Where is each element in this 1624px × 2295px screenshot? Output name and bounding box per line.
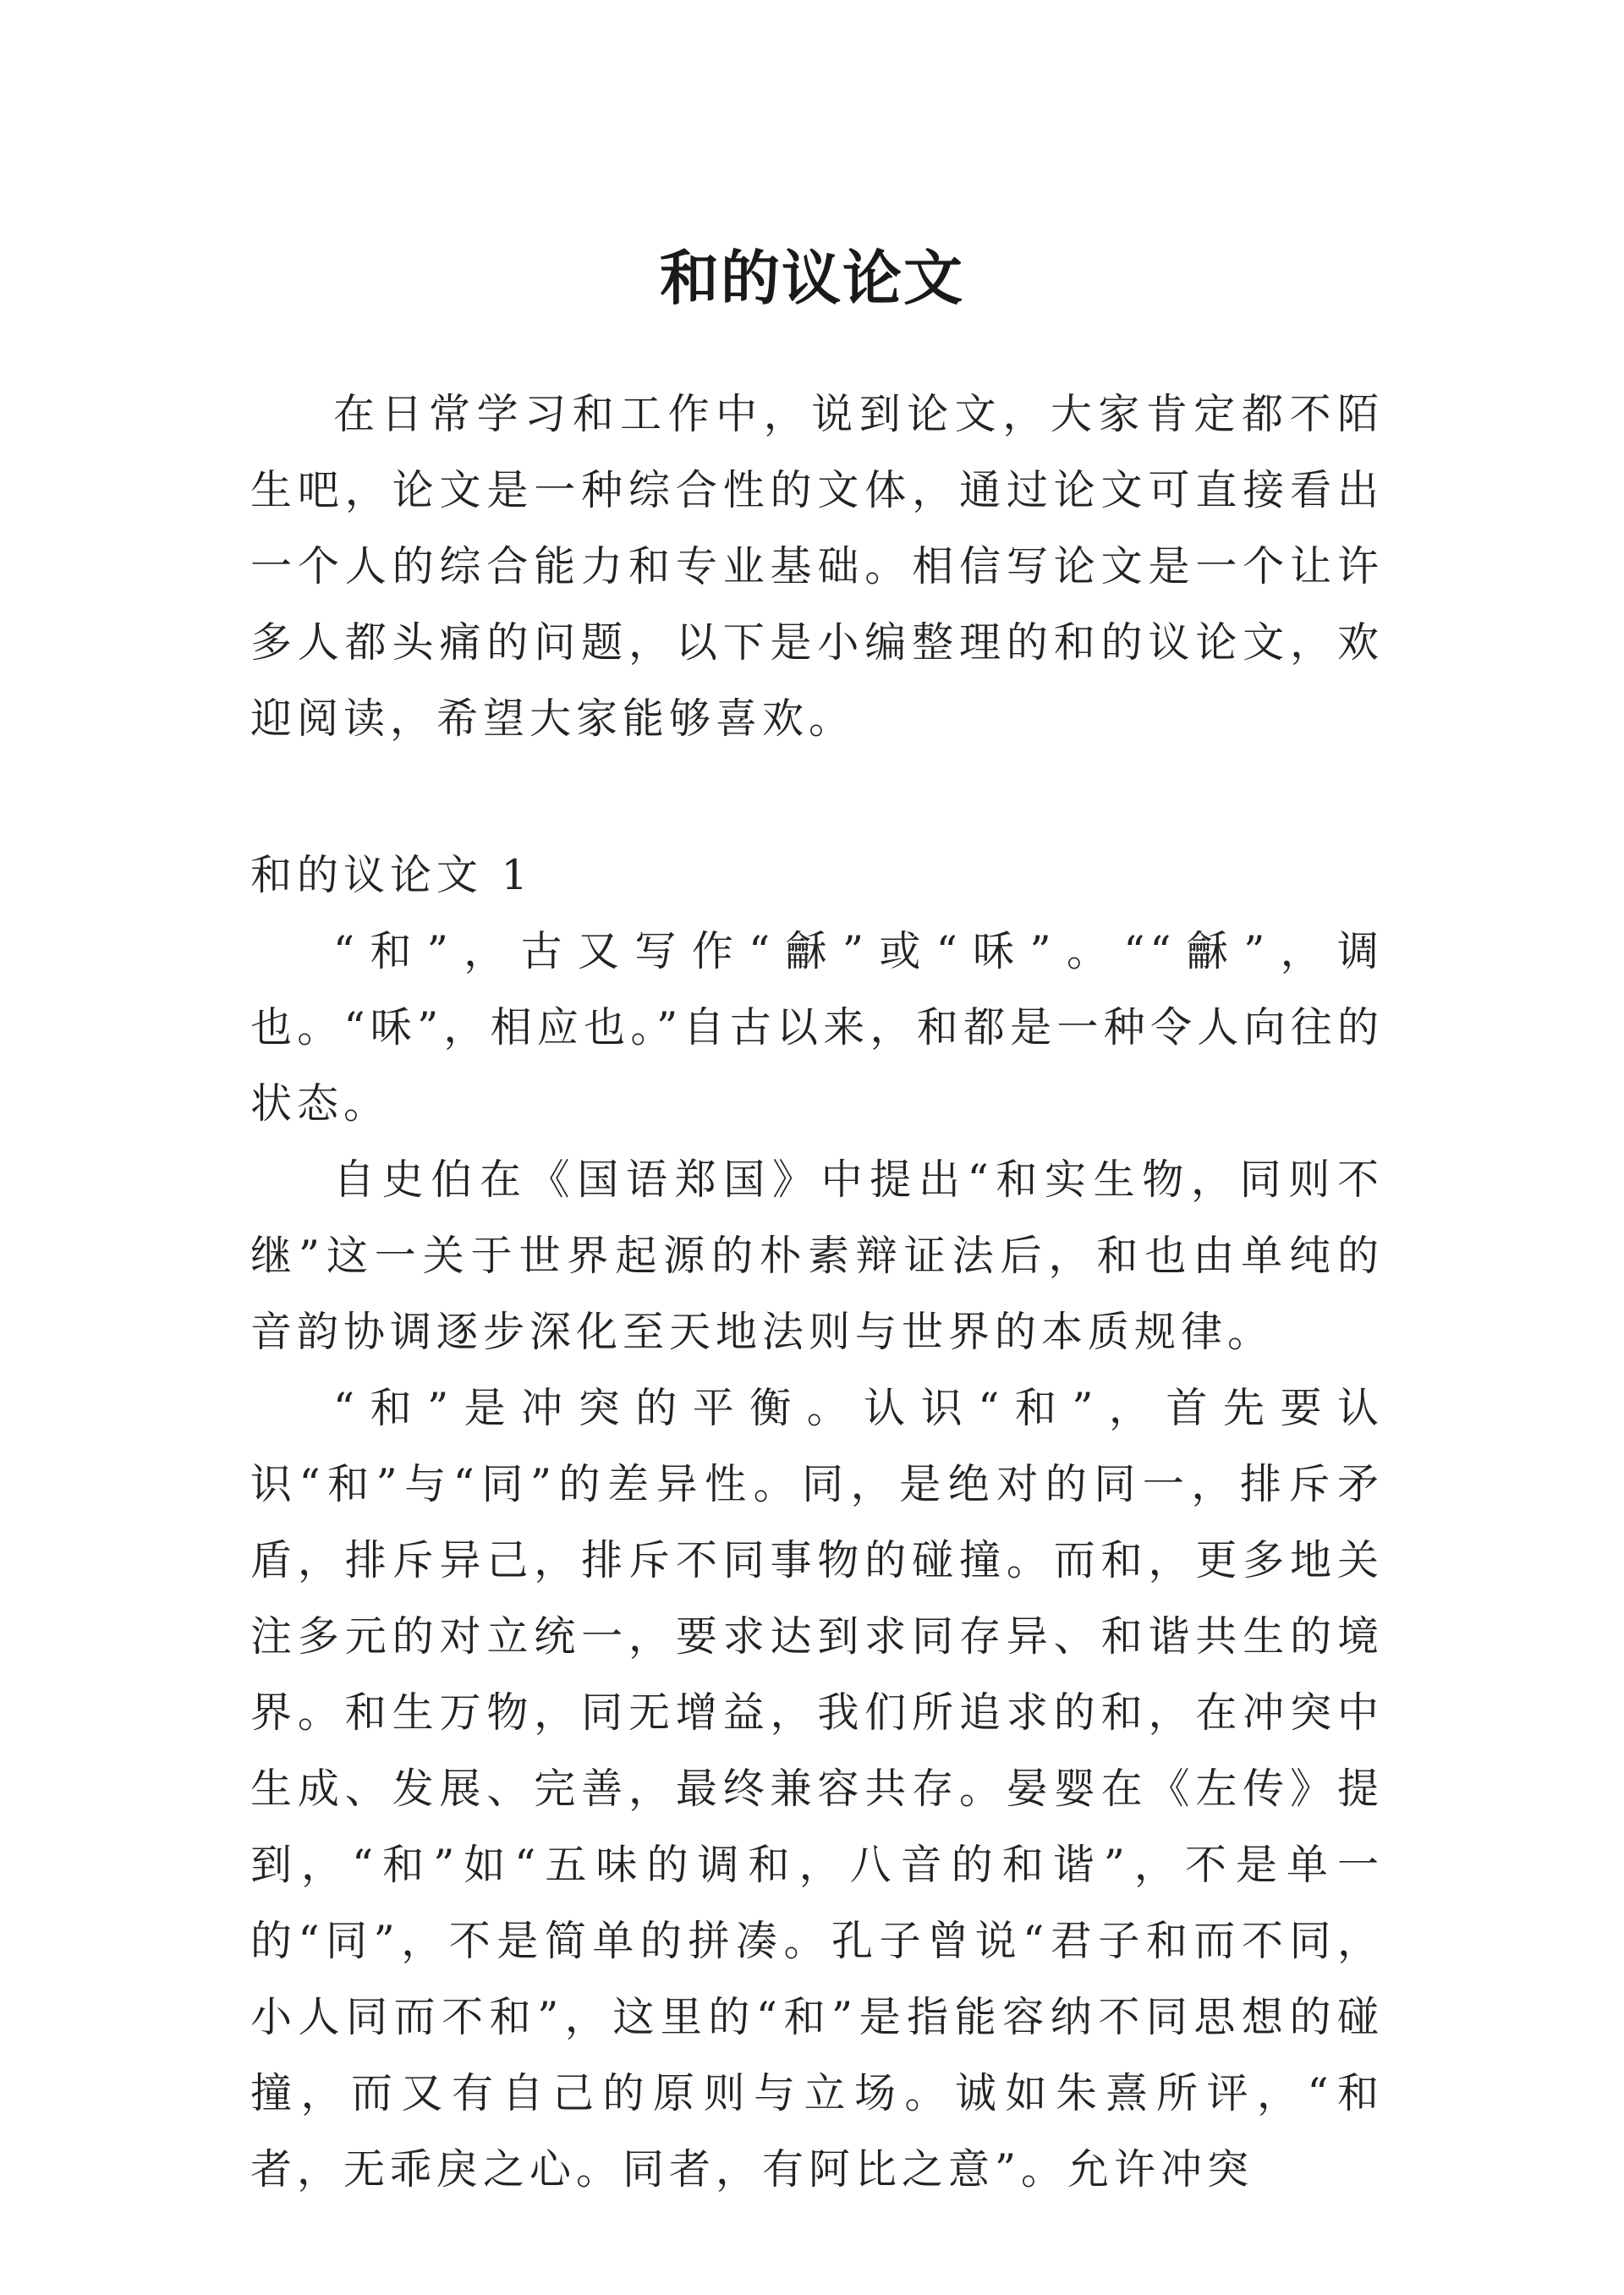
document-title: 和的议论文 <box>660 242 964 313</box>
intro-section <box>250 376 1384 757</box>
essay-paragraph-2: 自史伯在《国语郑国》中提出“和实生物，同则不继”这一关于世界起源的朴素辩证法后，和也由单纯的音韵协调逐步深化至天地法则与世界的本质规律。 <box>250 1156 1384 1356</box>
essay-paragraph-1: “和”，古又写作“龢”或“咊”。““龢”，调也。“咊”，相应也。”自古以来，和都是一种令人向往的状态。 <box>250 927 1384 1128</box>
section-heading: 和的议论文 1 <box>250 851 533 899</box>
essay-section <box>250 837 1384 2208</box>
intro-paragraph: 在日常学习和工作中，说到论文，大家肯定都不陌生吧，论文是一种综合性的文体，通过论文可直接看出一个人的综合能力和专业基础。相信写论文是一个让许多人都头痛的问题，以下是小编整理的和的议论文，欢迎阅读，希望大家能够喜欢。 <box>250 390 1384 743</box>
essay-paragraph-3: “和”是冲突的平衡。认识“和”，首先要认识“和”与“同”的差异性。同，是绝对的同一，排斥矛盾，排斥异己，排斥不同事物的碰撞。而和，更多地关注多元的对立统一，要求达到求同存异、和谐共生的境界。和生万物，同无增益，我们所追求的和，在冲突中生成、发展、完善，最终兼容共存。晏婴在《左传》提到，“和”如“五味的调和，八音的和谐”，不是单一的“同”，不是简单的拼凑。孔子曾说“君子和而不同，小人同而不和”，这里的“和”是指能容纳不同思想的碰撞，而又有自己的原则与立场。诚如朱熹所评，“和者，无乖戾之心。同者，有阿比之意”。允许冲突 <box>250 1384 1384 2193</box>
